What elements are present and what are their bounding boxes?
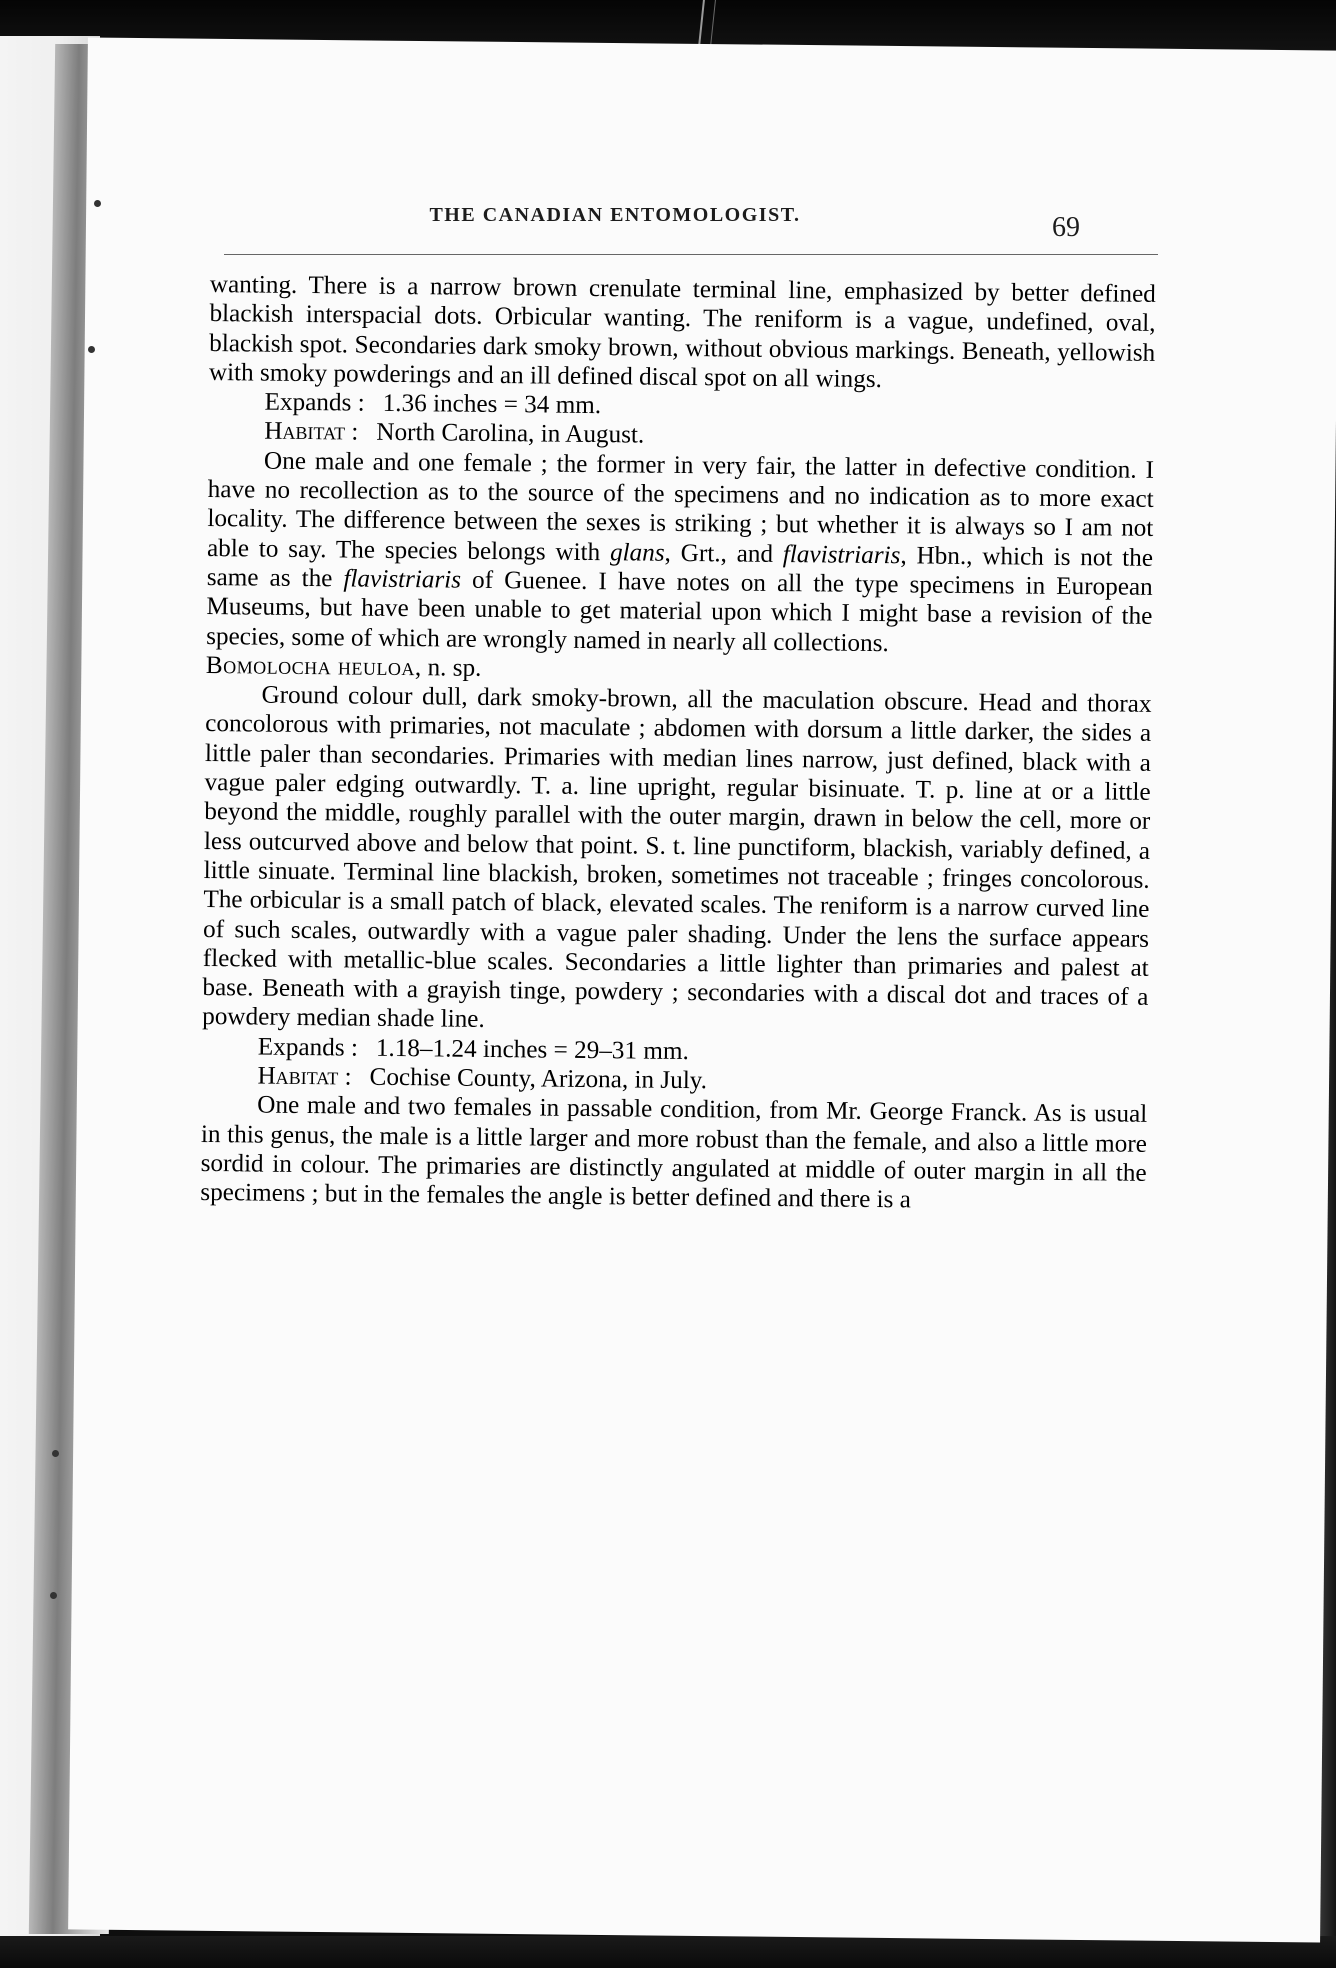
paragraph-description: Ground colour dull, dark smoky-brown, all the maculation obscure. Head and thorax concolorous with primaries, not maculate ; abdomen with dorsum a little darker, the sides a little paler than secondaries. Primaries with median lines narrow, just defined, black with a vague paler edging outwardly. T. a. line upright, regular bisinuate. T. p. line at or a little beyond the middle, roughly parallel with the outer margin, drawn in below the cell, more or less outcurved above and below that point. S. t. line punctiform, blackish, variably defined, a little sinuate. Terminal line blackish, broken, sometimes not traceable ; fringes concolorous. The orbicular is a small patch of black, elevated scales. The reniform is a narrow curved line of such scales, outwardly with a vague paler shading. Under the lens the surface appears flecked with metallic-blue scales. Secondaries a little lighter than primaries and palest at base. Beneath with a grayish tinge, powdery ; secondaries with a discal dot and traces of a powdery median shade line. xyxy=(202,681,1152,1034)
species-ref-flavistriaris: flavistriaris xyxy=(343,565,462,594)
species-ref-flavistriaris: flavistriaris xyxy=(782,540,901,569)
habitat-label: Habitat : xyxy=(257,1062,352,1091)
page-content xyxy=(138,160,1092,243)
paragraph-text: One male and one female ; the former in very fair, the latter in defective condition. I have no recollection as to the source of the specimens and no indication as to more exact locality. The difference between the sexes is striking ; but whether it is always so I am not able to say. The species belongs with xyxy=(206,447,1155,566)
habitat-label: Habitat : xyxy=(264,418,359,447)
expands-value: 1.36 inches = 34 mm. xyxy=(382,390,602,420)
paragraph-specimens xyxy=(206,446,1154,661)
margin-speck xyxy=(88,346,95,353)
margin-speck xyxy=(50,1592,57,1599)
page-number: 69 xyxy=(1052,212,1080,243)
paragraph-text: , Hbn., which is not the same as the xyxy=(206,541,1154,593)
journal-title: THE CANADIAN ENTOMOLOGIST. xyxy=(429,204,801,226)
body-text xyxy=(200,270,1156,1217)
species-suffix: , n. sp. xyxy=(414,654,482,682)
bottom-page-edge xyxy=(0,1936,1336,1968)
expands-label: Expands : xyxy=(264,388,365,417)
margin-speck xyxy=(52,1450,59,1457)
paragraph-text: , Grt., and xyxy=(664,539,784,568)
paragraph-material: One male and two females in passable condition, from Mr. George Franck. As is usual in this genus, the male is a little larger and more robust than the female, and also a little more sordid in colour. The primaries are distinctly angulated at middle of outer margin in all the specimens ; but in the females the angle is better defined and there is a xyxy=(200,1091,1148,1214)
expands-label: Expands : xyxy=(257,1033,359,1062)
habitat-value: North Carolina, in August. xyxy=(376,419,645,450)
running-head xyxy=(138,160,1092,243)
header-rule xyxy=(224,254,1158,255)
species-ref-glans: glans xyxy=(609,538,665,567)
margin-speck xyxy=(94,200,101,207)
habitat-value: Cochise County, Arizona, in July. xyxy=(369,1063,708,1095)
paragraph-continued: wanting. There is a narrow brown crenulate terminal line, emphasized by better defined blackish interspacial dots. Orbicular wanting. The reniform is a vague, undefined, oval, blackish spot. Secondaries dark smoky brown, without obvious markings. Beneath, yellowish with smoky powderings and an ill defined discal spot on all wings. xyxy=(208,270,1156,393)
expands-value: 1.18–1.24 inches = 29–31 mm. xyxy=(375,1034,689,1065)
paragraph-text: of Guenee. I have notes on all the type specimens in European Museums, but have been unable to get material upon which I might base a revision of the species, some of which are wrongly named in nearly all collections. xyxy=(206,566,1153,657)
species-name: Bomolocha heuloa xyxy=(205,651,416,682)
